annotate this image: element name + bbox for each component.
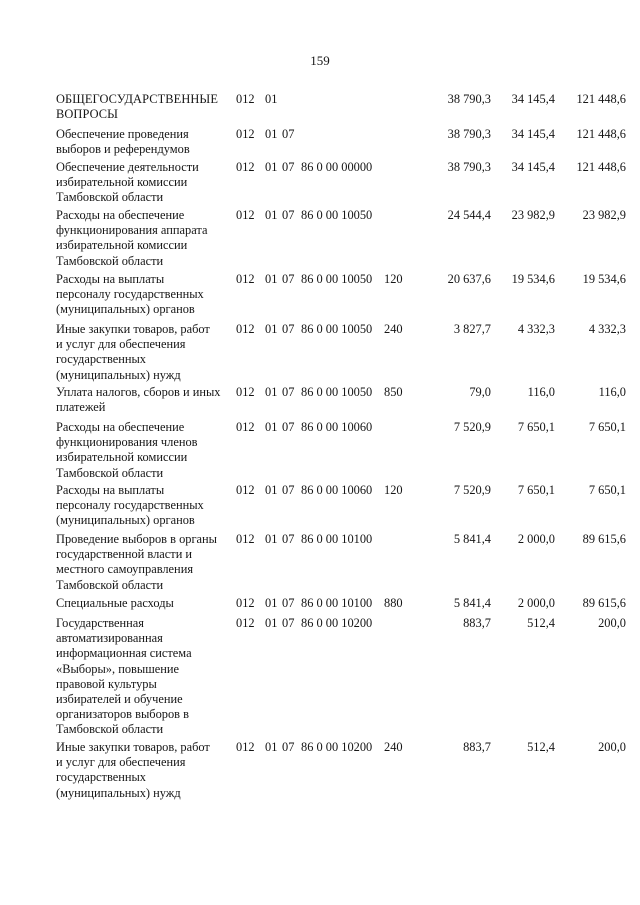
cell-amount-year3: 116,0 [598,385,626,399]
cell-target-article: 86 0 00 10100 [301,532,373,546]
cell-podrazdel: 07 [282,208,295,222]
cell-target-article: 86 0 00 10200 [301,740,373,754]
cell-amount-year2: 2 000,0 [517,532,555,546]
cell-name-line: Обеспечение деятельности [56,160,199,174]
cell-target-article: 86 0 00 10100 [301,596,373,610]
cell-expense-type: 240 [384,322,403,336]
cell-amount-year3: 200,0 [598,616,626,630]
cell-name-line: Расходы на обеспечение [56,420,185,434]
cell-name-line: (муниципальных) органов [56,302,195,317]
cell-name-line: ВОПРОСЫ [56,107,119,122]
cell-podrazdel: 07 [282,596,295,610]
cell-podrazdel: 07 [282,483,295,497]
cell-grbs: 012 [236,127,255,141]
cell-name [56,127,234,157]
cell-name [56,322,234,383]
cell-name-line: выборов и референдумов [56,142,190,157]
cell-amount-year2: 34 145,4 [511,127,555,141]
cell-name [56,92,234,122]
cell-grbs: 012 [236,385,255,399]
cell-podrazdel: 07 [282,272,295,286]
cell-name-line: Расходы на обеспечение [56,208,185,222]
cell-target-article: 86 0 00 10200 [301,616,373,630]
cell-target-article: 86 0 00 10060 [301,420,373,434]
cell-amount-year2: 512,4 [527,616,555,630]
cell-name-line: персоналу государственных [56,287,204,302]
cell-amount-year2: 2 000,0 [517,596,555,610]
cell-grbs: 012 [236,616,255,630]
cell-name-line: автоматизированная [56,631,163,646]
cell-name-line: Обеспечение проведения [56,127,189,141]
cell-razdel: 01 [265,616,278,630]
page-number: 159 [310,53,330,68]
cell-grbs: 012 [236,272,255,286]
cell-razdel: 01 [265,322,278,336]
cell-amount-year1: 7 520,9 [453,483,491,497]
cell-name [56,160,234,206]
cell-podrazdel: 07 [282,322,295,336]
cell-amount-year2: 7 650,1 [517,420,555,434]
cell-name [56,208,234,269]
cell-grbs: 012 [236,596,255,610]
cell-razdel: 01 [265,272,278,286]
cell-name-line: и услуг для обеспечения [56,755,186,770]
cell-podrazdel: 07 [282,127,295,141]
cell-amount-year3: 19 534,6 [582,272,626,286]
cell-amount-year3: 89 615,6 [582,532,626,546]
cell-name-line: избирательной комиссии [56,238,188,253]
cell-amount-year1: 5 841,4 [453,532,491,546]
cell-name-line: Расходы на выплаты [56,483,165,497]
cell-amount-year2: 512,4 [527,740,555,754]
cell-name-line: ОБЩЕГОСУДАРСТВЕННЫЕ [56,92,218,106]
cell-amount-year1: 5 841,4 [453,596,491,610]
cell-amount-year2: 34 145,4 [511,160,555,174]
cell-name [56,532,234,593]
cell-amount-year1: 3 827,7 [453,322,491,336]
cell-podrazdel: 07 [282,385,295,399]
cell-amount-year1: 38 790,3 [447,160,491,174]
cell-name [56,272,234,318]
cell-expense-type: 880 [384,596,403,610]
cell-amount-year2: 34 145,4 [511,92,555,106]
cell-amount-year3: 7 650,1 [588,420,626,434]
cell-name-line: Государственная [56,616,144,630]
cell-name-line: платежей [56,400,106,415]
cell-name-line: Тамбовской области [56,577,164,592]
cell-name [56,596,234,611]
cell-amount-year1: 883,7 [463,740,491,754]
cell-name-line: Специальные расходы [56,596,174,610]
cell-amount-year3: 121 448,6 [576,160,626,174]
cell-razdel: 01 [265,532,278,546]
cell-name [56,385,234,415]
cell-grbs: 012 [236,208,255,222]
cell-name-line: Проведение выборов в органы [56,532,218,546]
cell-name-line: правовой культуры [56,676,157,691]
cell-razdel: 01 [265,596,278,610]
cell-expense-type: 850 [384,385,403,399]
cell-target-article: 86 0 00 10050 [301,272,373,286]
cell-name-line: Тамбовской области [56,253,164,268]
cell-amount-year3: 121 448,6 [576,127,626,141]
cell-grbs: 012 [236,532,255,546]
cell-name-line: (муниципальных) нужд [56,785,181,800]
cell-name [56,420,234,481]
cell-razdel: 01 [265,420,278,434]
cell-podrazdel: 07 [282,740,295,754]
cell-name-line: (муниципальных) нужд [56,367,181,382]
cell-grbs: 012 [236,483,255,497]
cell-amount-year1: 883,7 [463,616,491,630]
cell-amount-year2: 7 650,1 [517,483,555,497]
cell-name-line: (муниципальных) органов [56,513,195,528]
cell-amount-year1: 7 520,9 [453,420,491,434]
cell-name-line: Тамбовской области [56,465,164,480]
cell-name-line: избирательной комиссии [56,450,188,465]
cell-razdel: 01 [265,127,278,141]
cell-amount-year3: 23 982,9 [582,208,626,222]
cell-podrazdel: 07 [282,420,295,434]
cell-amount-year2: 19 534,6 [511,272,555,286]
cell-grbs: 012 [236,160,255,174]
cell-name-line: информационная система [56,646,192,661]
cell-amount-year2: 4 332,3 [517,322,555,336]
cell-name-line: Тамбовской области [56,190,164,205]
cell-podrazdel: 07 [282,616,295,630]
cell-podrazdel: 07 [282,160,295,174]
cell-amount-year3: 121 448,6 [576,92,626,106]
cell-grbs: 012 [236,420,255,434]
cell-amount-year1: 38 790,3 [447,127,491,141]
cell-razdel: 01 [265,385,278,399]
cell-amount-year3: 89 615,6 [582,596,626,610]
cell-amount-year3: 7 650,1 [588,483,626,497]
cell-name-line: Тамбовской области [56,722,164,737]
cell-name [56,740,234,801]
cell-amount-year3: 200,0 [598,740,626,754]
cell-amount-year1: 20 637,6 [447,272,491,286]
cell-name-line: «Выборы», повышение [56,661,179,676]
cell-name-line: местного самоуправления [56,562,194,577]
cell-name-line: государственных [56,770,147,785]
cell-name-line: Расходы на выплаты [56,272,165,286]
cell-name-line: и услуг для обеспечения [56,337,186,352]
cell-amount-year1: 79,0 [469,385,491,399]
cell-expense-type: 120 [384,272,403,286]
cell-name-line: государственной власти и [56,547,193,562]
cell-amount-year2: 116,0 [527,385,555,399]
cell-name [56,616,234,738]
cell-name-line: персоналу государственных [56,498,204,513]
cell-name-line: избирательной комиссии [56,175,188,190]
cell-name-line: организаторов выборов в [56,707,189,722]
cell-amount-year2: 23 982,9 [511,208,555,222]
cell-amount-year1: 38 790,3 [447,92,491,106]
cell-razdel: 01 [265,160,278,174]
cell-name-line: функционирования аппарата [56,223,208,238]
cell-expense-type: 120 [384,483,403,497]
cell-name-line: государственных [56,352,147,367]
cell-razdel: 01 [265,208,278,222]
cell-name [56,483,234,529]
cell-target-article: 86 0 00 10060 [301,483,373,497]
cell-expense-type: 240 [384,740,403,754]
cell-name-line: функционирования членов [56,435,198,450]
cell-grbs: 012 [236,322,255,336]
cell-amount-year3: 4 332,3 [588,322,626,336]
cell-razdel: 01 [265,92,278,106]
cell-name-line: Иные закупки товаров, работ [56,740,210,754]
cell-grbs: 012 [236,92,255,106]
cell-razdel: 01 [265,483,278,497]
cell-razdel: 01 [265,740,278,754]
cell-target-article: 86 0 00 10050 [301,208,373,222]
cell-name-line: Уплата налогов, сборов и иных [56,385,221,399]
cell-podrazdel: 07 [282,532,295,546]
cell-name-line: Иные закупки товаров, работ [56,322,210,336]
cell-target-article: 86 0 00 10050 [301,385,373,399]
cell-name-line: избирателей и обучение [56,692,183,707]
cell-amount-year1: 24 544,4 [447,208,491,222]
cell-target-article: 86 0 00 00000 [301,160,373,174]
cell-grbs: 012 [236,740,255,754]
cell-target-article: 86 0 00 10050 [301,322,373,336]
